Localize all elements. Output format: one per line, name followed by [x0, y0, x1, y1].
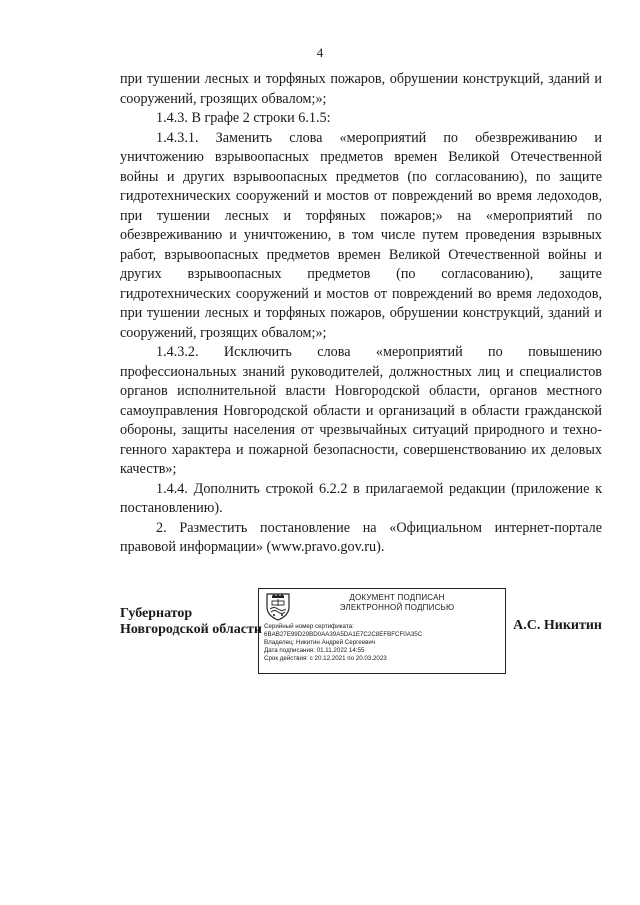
signatory-name: А.С. Никитин: [513, 618, 602, 633]
certificate-validity: Срок действия: с 20.12.2021 по 20.03.2023: [264, 655, 387, 662]
paragraph: 2. Разместить постановление на «Официальном интернет-портале правовой информации» (www.pravo.gov.ru).: [120, 519, 602, 555]
page-number: 4: [316, 45, 324, 60]
signature-block: [120, 588, 602, 678]
stamp-details: [264, 623, 501, 663]
stamp-heading-line: ДОКУМЕНТ ПОДПИСАН: [349, 593, 445, 602]
electronic-signature-stamp: [258, 588, 506, 674]
paragraph: 1.4.3.2. Исключить слова «мероприятий по повышению профессиональных знаний руководителей, должностных лиц и специалистов органов исполнительной власти Новгородской области, органов местного самоуправления Новгородской области и организаций в области гражданской обороны, защиты населения от чрезвычайных ситуаций природного и техно-генного характера и пожарной безопасности, совершенствованию их деловых качеств»;: [120, 344, 602, 477]
paragraph: при тушении лесных и торфяных пожаров, обрушении конструкций, зданий и сооружений, грозящих обвалом;»;: [120, 71, 602, 107]
signatory-title-line: Новгородской области: [120, 622, 262, 637]
paragraph: 1.4.3.1. Заменить слова «мероприятий по обезвреживанию и уничтожению взрывоопасных предметов времен Великой Отечественной войны и других взрывоопасных предметов (по согласованию), по защите гидротехнических сооружений и мостов от повреждений во время ледоходов, при тушении лесных и торфяных пожаров;» на «мероприятий по обезвреживанию и уничтожению, в том числе путем проведения взрывных работ, взрывоопасных предметов времен Великой Отечественной войны и других взрывоопасных предметов (по согласованию), защите гидротехнических сооружений и мостов от повреждений во время ледоходов, при тушении лесных и торфяных пожаров, обрушении конструкций, зданий и сооружений, грозящих обвалом;»;: [120, 129, 602, 341]
certificate-serial-label: Серийный номер сертификата:: [264, 623, 354, 630]
paragraph: 1.4.4. Дополнить строкой 6.2.2 в прилагаемой редакции (приложение к постановлению).: [120, 480, 602, 516]
signatory-title-line: Губернатор: [120, 606, 193, 621]
stamp-heading-line: ЭЛЕКТРОННОЙ ПОДПИСЬЮ: [339, 603, 455, 612]
signing-date: Дата подписания: 01.11.2022 14:55: [264, 647, 365, 654]
certificate-serial-value: 6BAB27E99D29BD0AA39A5DA1E7C2C8EFBFCF0A35C: [264, 631, 423, 638]
coat-of-arms-icon: [263, 591, 293, 621]
document-body: [120, 70, 602, 558]
paragraph: 1.4.3. В графе 2 строки 6.1.5:: [156, 110, 331, 126]
certificate-owner: Владелец: Никитин Андрей Сергеевич: [264, 639, 376, 646]
signatory-title: [120, 606, 262, 638]
stamp-heading: [297, 593, 497, 613]
